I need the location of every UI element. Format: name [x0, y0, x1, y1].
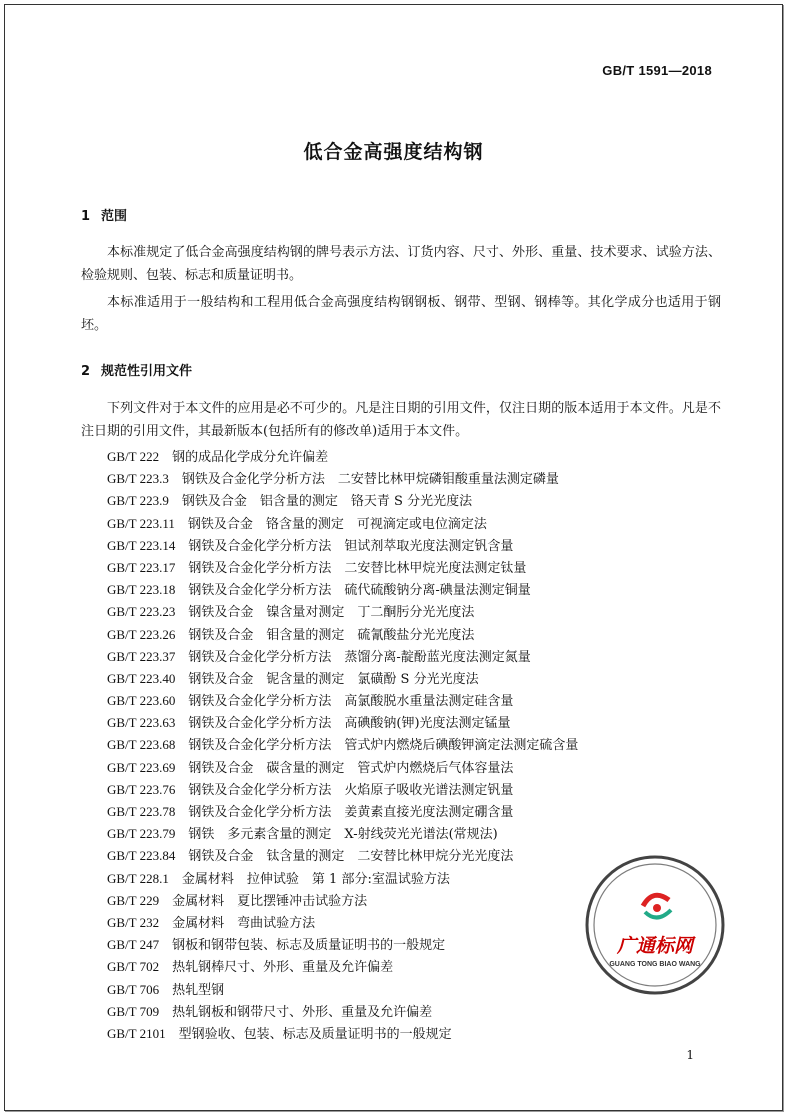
- section-2-heading: [81, 360, 192, 379]
- reference-title: 钢铁及合金化学分析方法 高碘酸钠(钾)光度法测定锰量: [188, 716, 511, 732]
- reference-item: [107, 801, 578, 823]
- reference-title: 钢铁及合金化学分析方法 蒸馏分离-靛酚蓝光度法测定氮量: [188, 649, 531, 665]
- reference-item: [107, 779, 578, 801]
- standard-number: GB/T 1591—2018: [602, 63, 712, 78]
- reference-item: [107, 601, 578, 623]
- reference-code: GB/T 229: [107, 892, 160, 908]
- reference-title: 钢的成品化学成分允许偏差: [172, 450, 329, 465]
- reference-item: [107, 557, 578, 579]
- section-title: 规范性引用文件: [101, 364, 193, 379]
- reference-code: GB/T 232: [107, 914, 160, 930]
- reference-item: [107, 734, 578, 756]
- reference-code: GB/T 702: [107, 959, 160, 975]
- reference-code: GB/T 223.60: [107, 693, 176, 709]
- reference-item: [107, 979, 578, 1001]
- reference-item: [107, 513, 578, 535]
- reference-code: GB/T 223.11: [107, 515, 175, 531]
- reference-title: 钢铁及合金 镍含量对测定 丁二酮肟分光光度法: [188, 605, 475, 621]
- reference-title: 钢铁及合金化学分析方法 二安替比林甲烷磷钼酸重量法测定磷量: [181, 472, 559, 488]
- reference-item: [107, 712, 578, 734]
- reference-item: [107, 845, 578, 867]
- reference-title: 钢铁及合金 铌含量的测定 氯磺酚 S 分光光度法: [188, 671, 479, 687]
- reference-title: 钢铁及合金 铝含量的测定 铬天青 S 分光光度法: [181, 494, 473, 510]
- reference-item: [107, 868, 578, 890]
- reference-code: GB/T 223.14: [107, 537, 176, 553]
- reference-code: GB/T 223.78: [107, 804, 176, 819]
- reference-title: 金属材料 弯曲试验方法: [172, 915, 316, 931]
- reference-title: 钢铁及合金 钛含量的测定 二安替比林甲烷分光光度法: [188, 849, 514, 865]
- section-number: 1: [81, 209, 91, 224]
- reference-title: 钢铁及合金化学分析方法 硫代硫酸钠分离-碘量法测定铜量: [188, 583, 531, 599]
- reference-item: [107, 624, 578, 646]
- reference-code: GB/T 709: [107, 1003, 160, 1019]
- reference-title: 钢铁及合金 碳含量的测定 管式炉内燃烧后气体容量法: [188, 760, 514, 776]
- reference-item: [107, 912, 578, 934]
- reference-code: GB/T 2101: [107, 1025, 166, 1041]
- reference-title: 钢铁及合金 铬含量的测定 可视滴定或电位滴定法: [187, 516, 487, 532]
- reference-code: GB/T 228.1: [107, 870, 169, 886]
- reference-list: [107, 446, 578, 1045]
- reference-title: 钢铁及合金化学分析方法 火焰原子吸收光谱法测定钒量: [188, 782, 514, 798]
- reference-item: [107, 690, 578, 712]
- paragraph: 本标准适用于一般结构和工程用低合金高强度结构钢钢板、钢带、型钢、钢棒等。其化学成分也适用于钢坯。: [81, 295, 721, 333]
- reference-item: [107, 823, 578, 845]
- reference-title: 钢铁及合金化学分析方法 二安替比林甲烷光度法测定钛量: [188, 560, 527, 576]
- reference-item: [107, 468, 578, 490]
- reference-item: [107, 890, 578, 912]
- reference-code: GB/T 223.63: [107, 715, 176, 731]
- reference-title: 热轧型钢: [172, 982, 225, 998]
- reference-code: GB/T 223.23: [107, 604, 176, 620]
- document-page: [4, 4, 783, 1111]
- reference-title: 钢铁及合金化学分析方法 钽试剂萃取光度法测定钒含量: [188, 538, 514, 554]
- section-title: 范围: [101, 209, 128, 224]
- reference-item: [107, 535, 578, 557]
- reference-title: 型钢验收、包装、标志及质量证明书的一般规定: [178, 1026, 452, 1042]
- reference-title: 钢铁及合金化学分析方法 高氯酸脱水重量法测定硅含量: [188, 694, 514, 710]
- reference-title: 钢铁及合金 钼含量的测定 硫氰酸盐分光光度法: [188, 627, 475, 643]
- paragraph: 下列文件对于本文件的应用是必不可少的。凡是注日期的引用文件，仅注日期的版本适用于本文件。凡是不注日期的引用文件，其最新版本(包括所有的修改单)适用于本文件。: [81, 401, 721, 439]
- paragraph: 本标准规定了低合金高强度结构钢的牌号表示方法、订货内容、尺寸、外形、重量、技术要求、试验方法、检验规则、包装、标志和质量证明书。: [81, 245, 721, 283]
- reference-code: GB/T 223.79: [107, 826, 176, 842]
- reference-item: [107, 757, 578, 779]
- reference-code: GB/T 223.3: [107, 471, 169, 487]
- reference-code: GB/T 222: [107, 449, 160, 464]
- section-number: 2: [81, 364, 91, 379]
- reference-item: [107, 646, 578, 668]
- reference-title: 钢铁及合金化学分析方法 姜黄素直接光度法测定硼含量: [188, 805, 514, 820]
- reference-title: 钢铁 多元素含量的测定 X-射线荧光光谱法(常规法): [188, 827, 498, 843]
- reference-code: GB/T 223.40: [107, 670, 176, 686]
- reference-code: GB/T 223.9: [107, 493, 169, 509]
- reference-item: [107, 490, 578, 512]
- reference-code: GB/T 706: [107, 981, 160, 997]
- document-title: 低合金高强度结构钢: [303, 141, 484, 163]
- reference-title: 金属材料 夏比摆锤冲击试验方法: [172, 893, 368, 909]
- reference-code: GB/T 223.76: [107, 781, 176, 797]
- watermark-logo: [575, 850, 735, 1000]
- reference-item: [107, 934, 578, 956]
- reference-title: 钢铁及合金化学分析方法 管式炉内燃烧后碘酸钾滴定法测定硫含量: [188, 738, 579, 754]
- reference-item: [107, 1023, 578, 1045]
- reference-code: GB/T 223.17: [107, 559, 176, 575]
- reference-title: 金属材料 拉伸试验 第 1 部分:室温试验方法: [181, 871, 450, 887]
- section-1-heading: [81, 205, 127, 224]
- reference-item: [107, 446, 578, 468]
- page-number: 1: [686, 1048, 694, 1062]
- reference-code: GB/T 223.84: [107, 848, 176, 864]
- reference-title: 热轧钢棒尺寸、外形、重量及允许偏差: [172, 960, 394, 976]
- reference-item: [107, 668, 578, 690]
- reference-code: GB/T 223.37: [107, 648, 176, 664]
- reference-title: 热轧钢板和钢带尺寸、外形、重量及允许偏差: [172, 1004, 433, 1020]
- watermark-pinyin: GUANG TONG BIAO WANG: [609, 961, 701, 968]
- reference-code: GB/T 247: [107, 937, 160, 953]
- reference-item: [107, 956, 578, 978]
- reference-code: GB/T 223.68: [107, 737, 176, 753]
- reference-item: [107, 579, 578, 601]
- reference-code: GB/T 223.18: [107, 582, 176, 598]
- reference-code: GB/T 223.69: [107, 759, 176, 775]
- reference-title: 钢板和钢带包装、标志及质量证明书的一般规定: [172, 938, 446, 954]
- watermark-name: 广通标网: [616, 935, 694, 957]
- reference-item: [107, 1001, 578, 1023]
- reference-code: GB/T 223.26: [107, 626, 176, 642]
